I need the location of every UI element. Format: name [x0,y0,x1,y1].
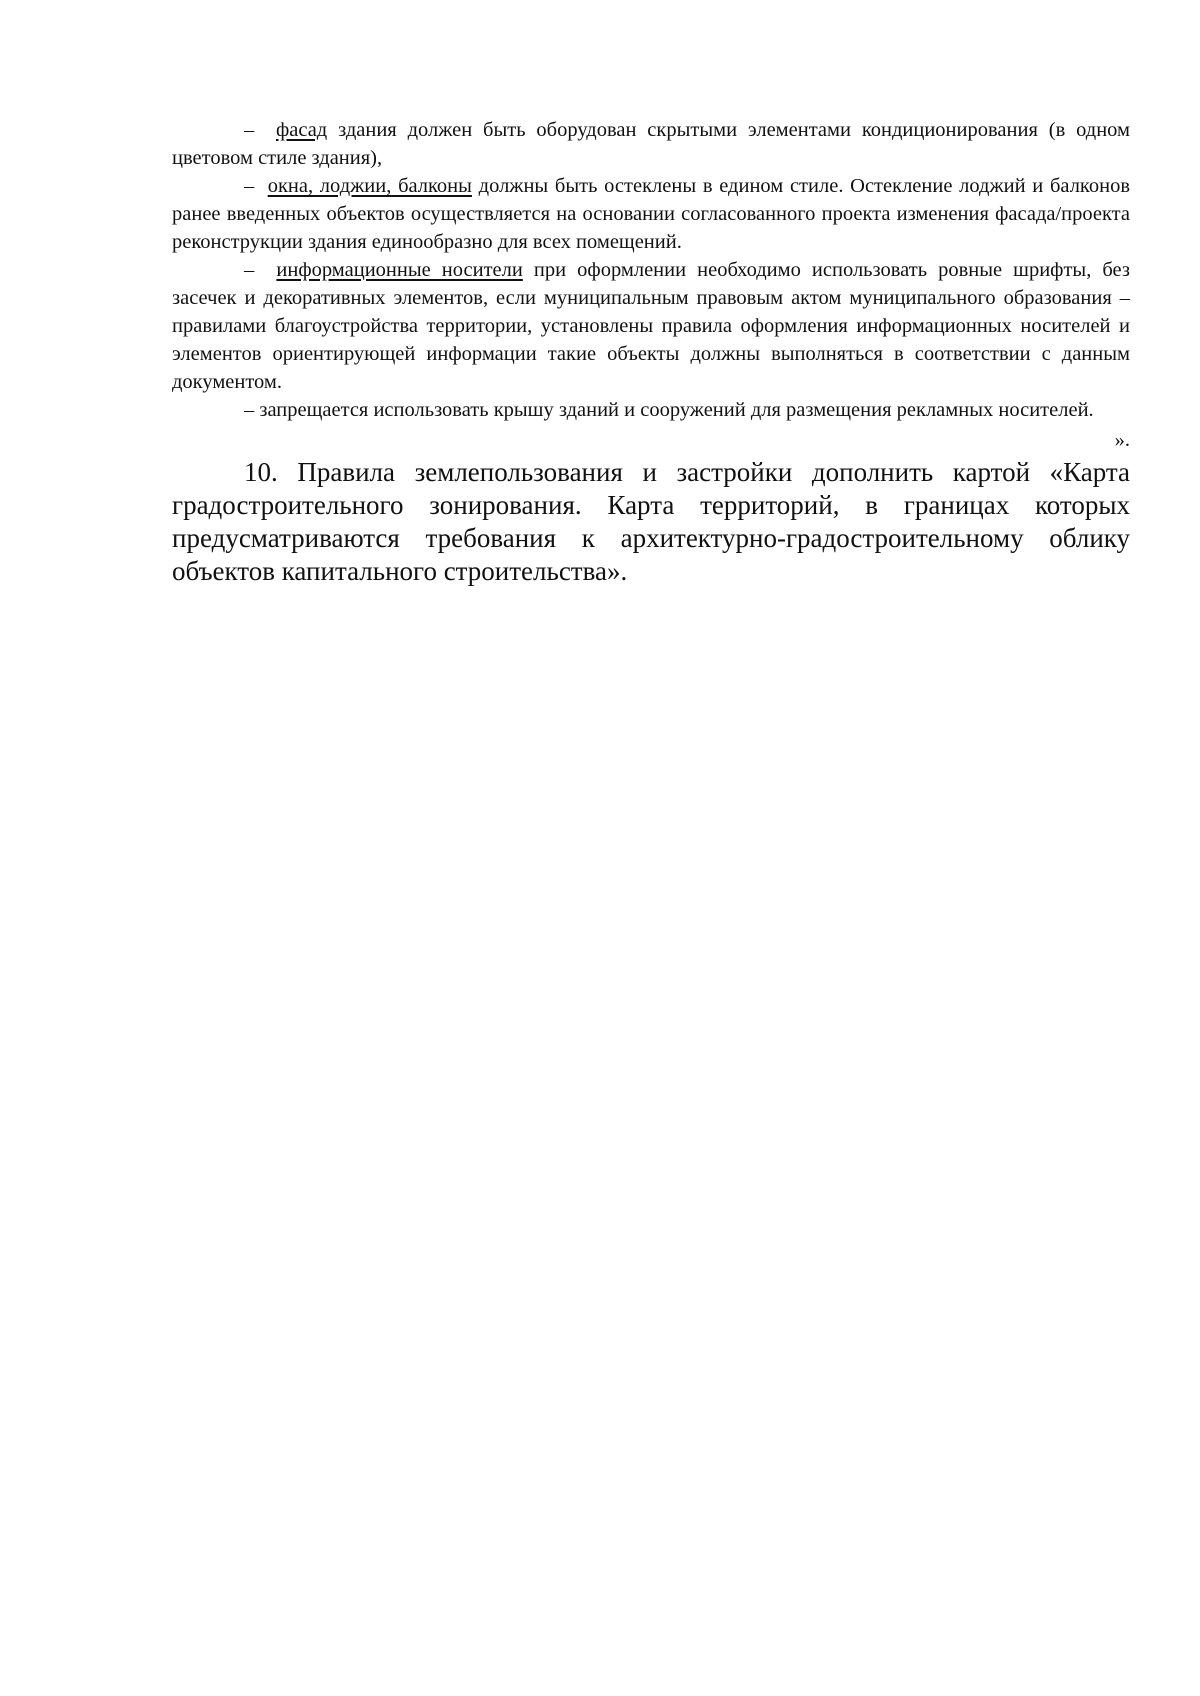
bullet-facade [172,116,1130,172]
closing-quote: ». [1114,429,1130,451]
bullet-dash: – [244,119,255,141]
bullet-term: окна, лоджии, балконы [267,175,472,197]
bullet-info-carriers [172,256,1130,396]
item-10 [172,456,1130,588]
bullet-text: здания должен быть оборудован скрытыми элементами кондиционирования (в одном цветовом стиле здания), [172,119,1130,169]
bullet-dash: – [244,399,255,421]
bullet-dash: – [244,259,255,281]
item-number: 10. [244,457,278,487]
bullet-term: информационные носители [276,259,523,281]
bullet-windows [172,172,1130,256]
bullet-text: при оформлении необходимо использовать ровные шрифты, без засечек и декоративных элементов, если муниципальным правовым актом муниципального образования – правилами благоустройства территории, установлены правила оформления информационных носителей и элементов ориентирующей информации такие объекты должны выполняться в соответствии с данным документом. [172,259,1130,393]
bullet-text: должны быть остеклены в едином стиле. Остекление лоджий и балконов ранее введенных объектов осуществляется на основании согласованного проекта изменения фасада/проекта реконструкции здания единообразно для всех помещений. [172,175,1131,253]
bullet-roof-ads [172,396,1130,424]
bullet-term: фасад [275,119,328,141]
item-text: Правила землепользования и застройки дополнить картой «Карта градостроительного зонирования. Карта территорий, в границах которых предусматриваются требования к архитектурно-градостроительному облику объектов капитального строительства». [172,457,1131,586]
bullet-text: запрещается использовать крышу зданий и сооружений для размещения рекламных носителей. [259,399,1094,421]
bullet-dash: – [244,175,255,197]
document-body [172,116,1130,588]
